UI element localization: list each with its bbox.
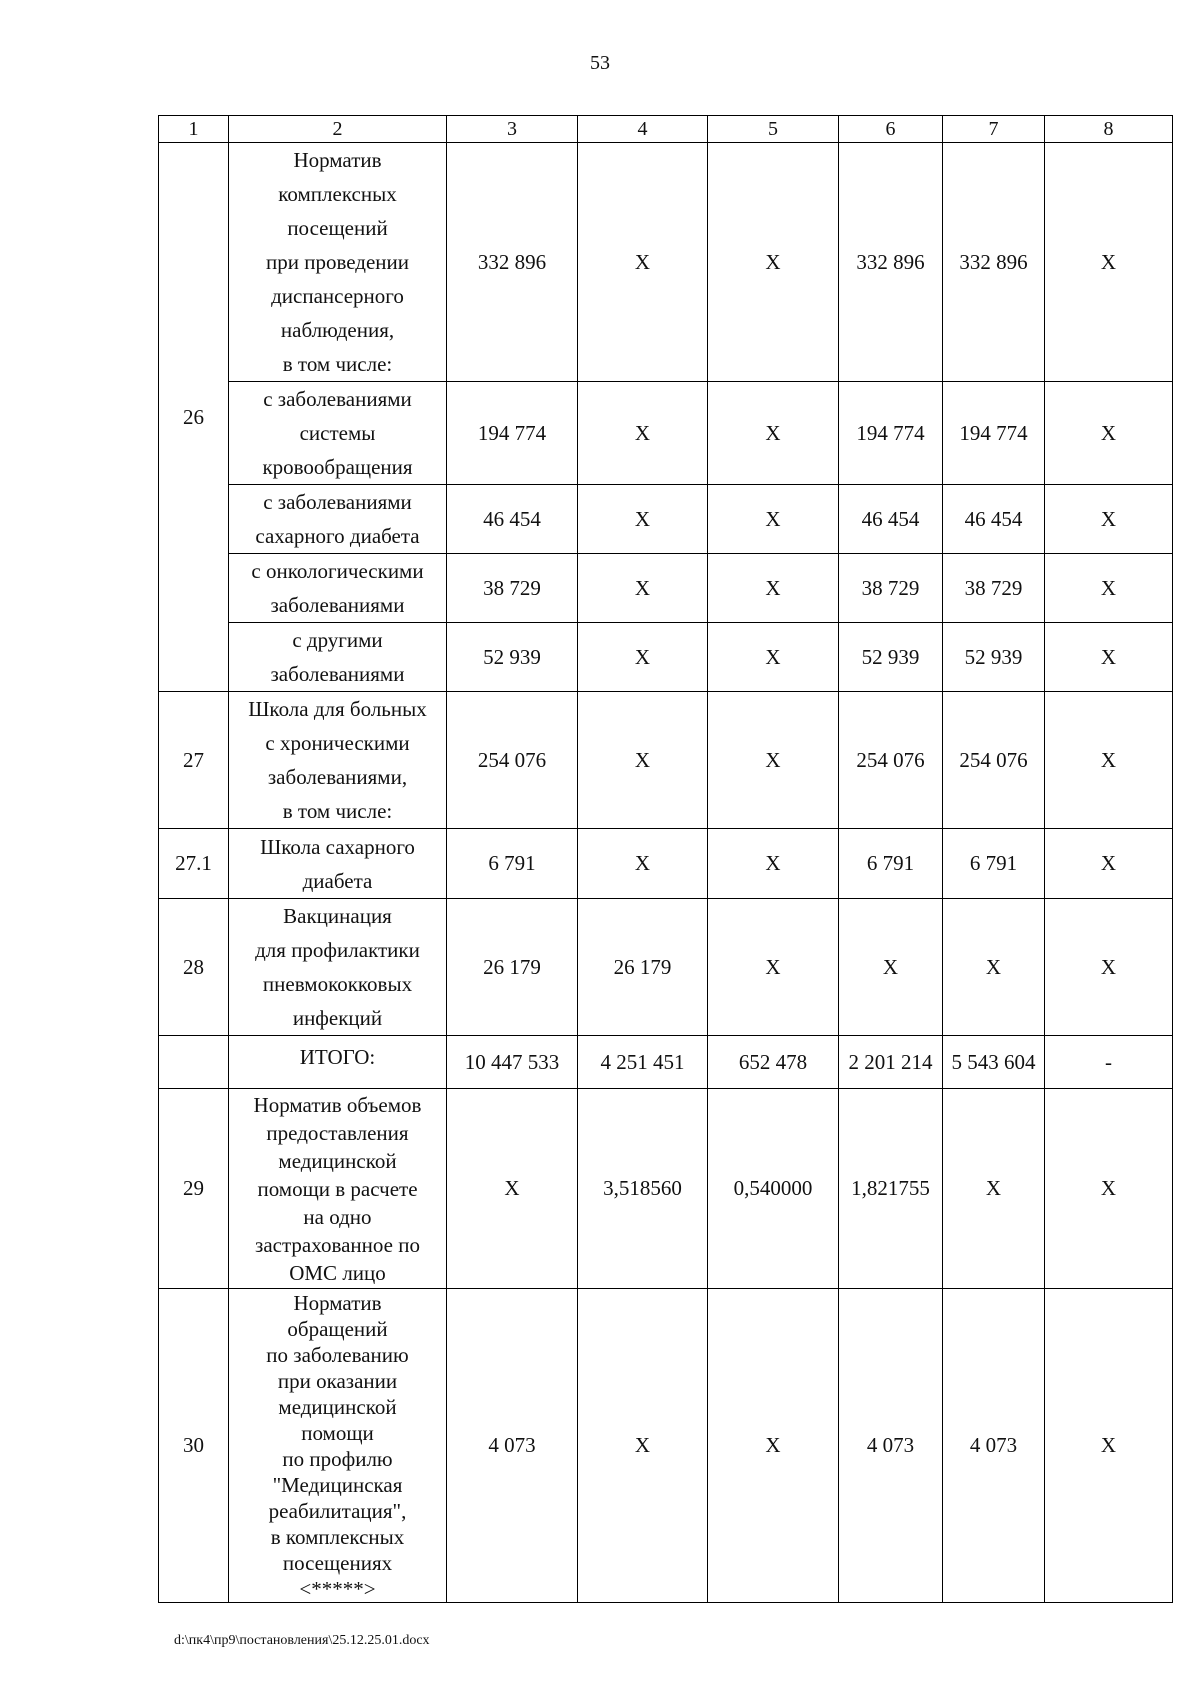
value-cell: -	[1045, 1036, 1173, 1089]
value-cell: 38 729	[943, 554, 1045, 623]
value-cell: 332 896	[447, 143, 578, 382]
data-table	[158, 115, 1173, 1603]
table-row	[159, 485, 1173, 554]
value-cell: 652 478	[708, 1036, 839, 1089]
row-description: Школа сахарного диабета	[229, 829, 447, 899]
header-cell: 4	[578, 116, 708, 143]
value-cell: 52 939	[839, 623, 943, 692]
value-cell: 6 791	[943, 829, 1045, 899]
row-number: 29	[159, 1089, 229, 1289]
value-cell: 6 791	[839, 829, 943, 899]
value-cell: Х	[1045, 899, 1173, 1036]
value-cell: 46 454	[447, 485, 578, 554]
value-cell: 254 076	[447, 692, 578, 829]
value-cell: Х	[1045, 1289, 1173, 1603]
table-row	[159, 623, 1173, 692]
value-cell: 4 251 451	[578, 1036, 708, 1089]
header-cell: 2	[229, 116, 447, 143]
row-number: 28	[159, 899, 229, 1036]
header-cell: 3	[447, 116, 578, 143]
value-cell: Х	[708, 485, 839, 554]
value-cell: 4 073	[839, 1289, 943, 1603]
value-cell: 2 201 214	[839, 1036, 943, 1089]
value-cell: 194 774	[839, 382, 943, 485]
row-description: с заболеваниями сахарного диабета	[229, 485, 447, 554]
value-cell: Х	[708, 829, 839, 899]
header-row	[159, 116, 1173, 143]
value-cell: Х	[1045, 623, 1173, 692]
table-row	[159, 382, 1173, 485]
row-description: Школа для больных с хроническими заболеваниями, в том числе:	[229, 692, 447, 829]
row-description: с другими заболеваниями	[229, 623, 447, 692]
value-cell: Х	[578, 829, 708, 899]
value-cell: 52 939	[943, 623, 1045, 692]
row-number: 27.1	[159, 829, 229, 899]
row-number	[159, 1036, 229, 1089]
table-row	[159, 143, 1173, 382]
row-number: 27	[159, 692, 229, 829]
value-cell: 254 076	[839, 692, 943, 829]
value-cell: Х	[578, 382, 708, 485]
table-row	[159, 692, 1173, 829]
value-cell: Х	[1045, 829, 1173, 899]
value-cell: Х	[1045, 485, 1173, 554]
value-cell: Х	[578, 554, 708, 623]
value-cell: 0,540000	[708, 1089, 839, 1289]
value-cell: 254 076	[943, 692, 1045, 829]
value-cell: Х	[708, 143, 839, 382]
table-row	[159, 829, 1173, 899]
row-number: 30	[159, 1289, 229, 1603]
row-description: с заболеваниями системы кровообращения	[229, 382, 447, 485]
value-cell: 46 454	[943, 485, 1045, 554]
row-description: Норматив обращений по заболеванию при оказании медицинской помощи по профилю "Медицинская реабилитация", в комплексных посещениях <*****>	[229, 1289, 447, 1603]
value-cell: 26 179	[578, 899, 708, 1036]
value-cell: Х	[943, 1089, 1045, 1289]
file-path-footer: d:\пк4\пр9\постановления\25.12.25.01.docx	[174, 1633, 430, 1648]
table-row	[159, 1089, 1173, 1289]
value-cell: Х	[447, 1089, 578, 1289]
value-cell: Х	[708, 692, 839, 829]
value-cell: Х	[1045, 692, 1173, 829]
value-cell: 194 774	[943, 382, 1045, 485]
value-cell: 194 774	[447, 382, 578, 485]
header-cell: 5	[708, 116, 839, 143]
value-cell: Х	[1045, 143, 1173, 382]
value-cell: Х	[578, 623, 708, 692]
value-cell: Х	[708, 554, 839, 623]
value-cell: 10 447 533	[447, 1036, 578, 1089]
page-number: 53	[590, 52, 610, 74]
value-cell: Х	[1045, 382, 1173, 485]
value-cell: 5 543 604	[943, 1036, 1045, 1089]
value-cell: 26 179	[447, 899, 578, 1036]
value-cell: 4 073	[447, 1289, 578, 1603]
value-cell: 38 729	[839, 554, 943, 623]
row-number: 26	[159, 143, 229, 692]
value-cell: 38 729	[447, 554, 578, 623]
value-cell: 3,518560	[578, 1089, 708, 1289]
value-cell: Х	[708, 899, 839, 1036]
value-cell: Х	[708, 1289, 839, 1603]
row-description: с онкологическими заболеваниями	[229, 554, 447, 623]
value-cell: Х	[1045, 554, 1173, 623]
row-description: ИТОГО:	[229, 1036, 447, 1089]
value-cell: 332 896	[839, 143, 943, 382]
value-cell: Х	[708, 382, 839, 485]
header-cell: 7	[943, 116, 1045, 143]
row-description: Норматив комплексных посещений при проведении диспансерного наблюдения, в том числе:	[229, 143, 447, 382]
value-cell: 46 454	[839, 485, 943, 554]
row-description: Вакцинация для профилактики пневмококковых инфекций	[229, 899, 447, 1036]
value-cell: 1,821755	[839, 1089, 943, 1289]
value-cell: Х	[578, 1289, 708, 1603]
row-description: Норматив объемов предоставления медицинской помощи в расчете на одно застрахованное по ОМС лицо	[229, 1089, 447, 1289]
value-cell: 332 896	[943, 143, 1045, 382]
header-cell: 1	[159, 116, 229, 143]
value-cell: 52 939	[447, 623, 578, 692]
value-cell: Х	[839, 899, 943, 1036]
value-cell: Х	[708, 623, 839, 692]
value-cell: Х	[578, 485, 708, 554]
table-row	[159, 554, 1173, 623]
value-cell: Х	[578, 692, 708, 829]
value-cell: Х	[1045, 1089, 1173, 1289]
header-cell: 6	[839, 116, 943, 143]
value-cell: Х	[943, 899, 1045, 1036]
table-row	[159, 899, 1173, 1036]
header-cell: 8	[1045, 116, 1173, 143]
value-cell: 6 791	[447, 829, 578, 899]
value-cell: 4 073	[943, 1289, 1045, 1603]
value-cell: Х	[578, 143, 708, 382]
total-row	[159, 1036, 1173, 1089]
table-row	[159, 1289, 1173, 1603]
